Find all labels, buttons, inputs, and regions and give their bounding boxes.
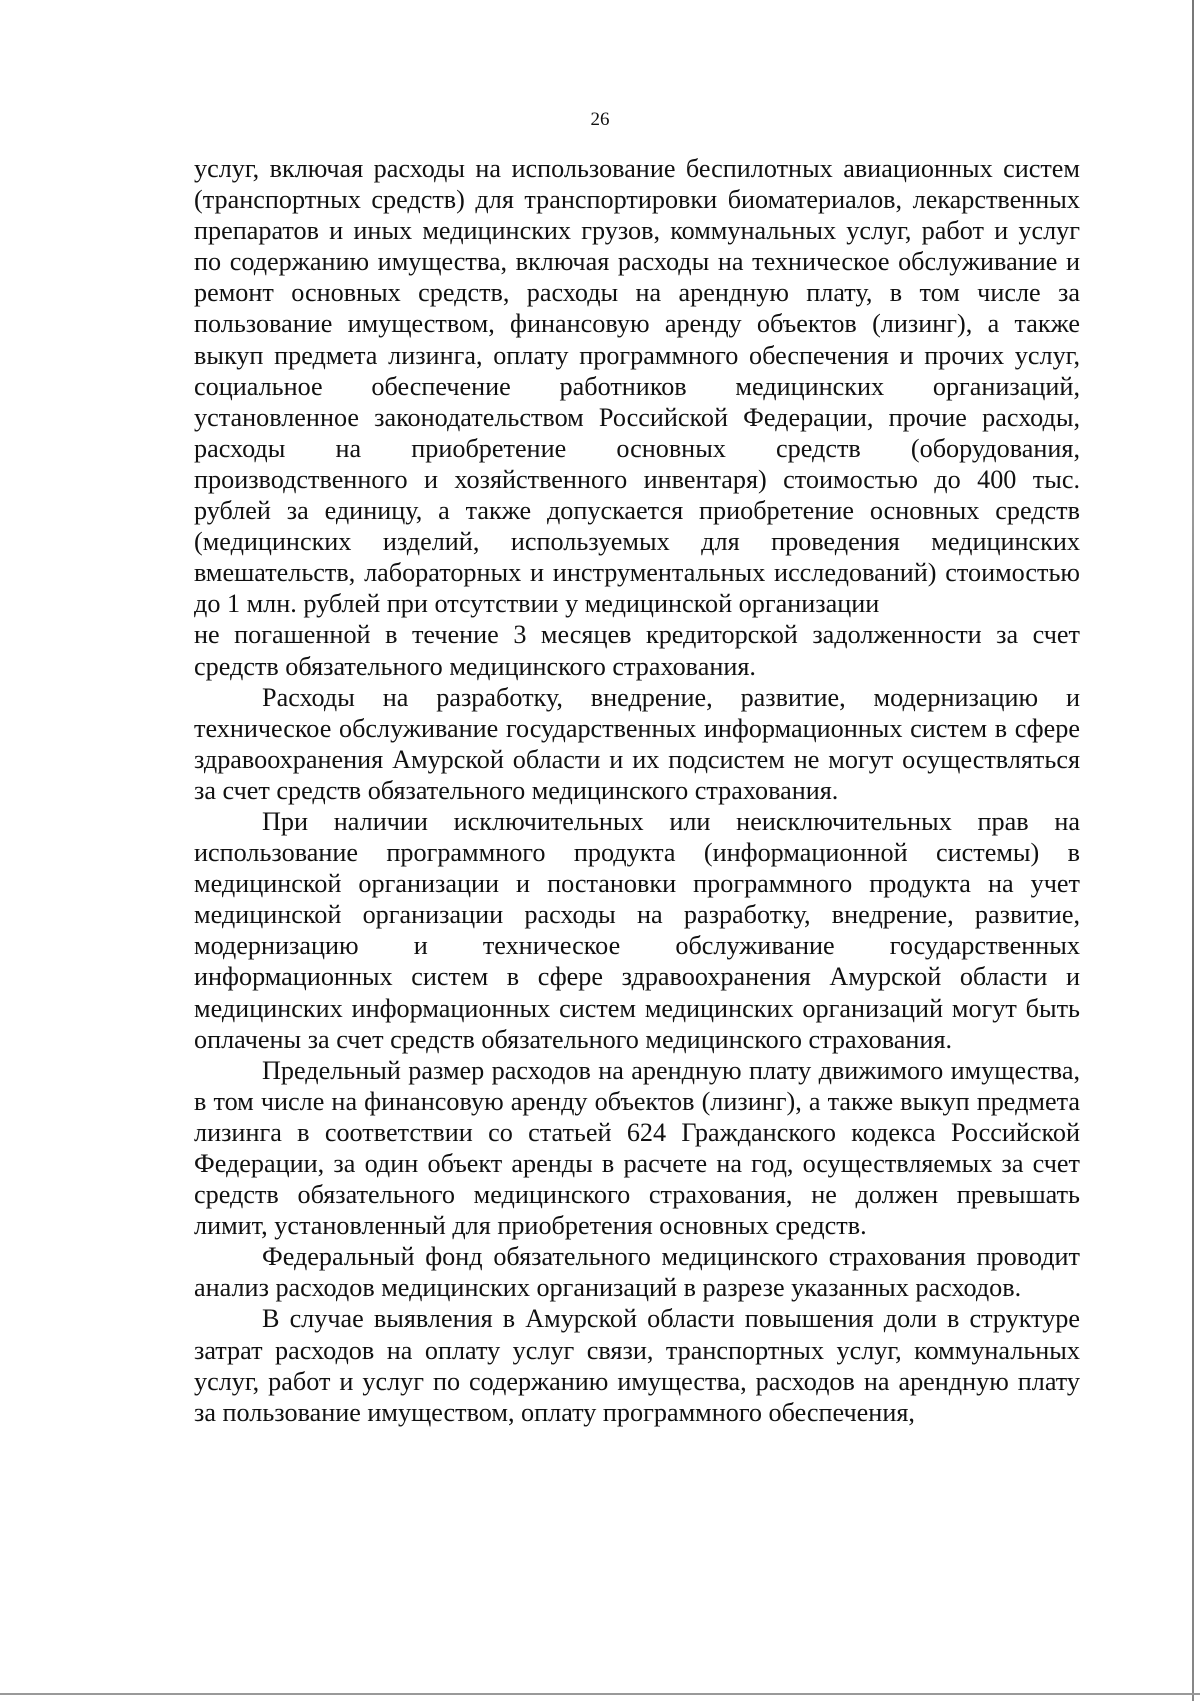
- scan-edge-bottom: [0, 1693, 1200, 1695]
- document-body: [194, 153, 1080, 1428]
- page-number: 26: [590, 109, 610, 130]
- scan-edge-right: [1192, 0, 1194, 1701]
- paragraph-software-rights: При наличии исключительных или неисключительных прав на использование программного продукта (информационной системы) в медицинской организации и постановки программного продукта на учет медицинской организации расходы на разработку, внедрение, развитие, модернизацию и техническое обслуживание государственных информационных систем в сфере здравоохранения Амурской области и медицинских информационных систем медицинских организаций могут быть оплачены за счет средств обязательного медицинского страхования.: [194, 806, 1080, 1054]
- paragraph-continuation: услуг, включая расходы на использование беспилотных авиационных систем (транспортных средств) для транспортировки биоматериалов, лекарственных препаратов и иных медицинских грузов, коммунальных услуг, работ и услуг по содержанию имущества, включая расходы на техническое обслуживание и ремонт основных средств, расходы на арендную плату, в том числе за пользование имуществом, финансовую аренду объектов (лизинг), а также выкуп предмета лизинга, оплату программного обеспечения и прочих услуг, социальное обеспечение работников медицинских организаций, установленное законодательством Российской Федерации, прочие расходы, расходы на приобретение основных средств (оборудования, производственного и хозяйственного инвентаря) стоимостью до 400 тыс. рублей за единицу, а также допускается приобретение основных средств (медицинских изделий, используемых для проведения медицинских вмешательств, лабораторных и инструментальных исследований) стоимостью до 1 млн. рублей при отсутствии у медицинской организации: [194, 154, 1080, 619]
- paragraph-continuation-2: не погашенной в течение 3 месяцев кредиторской задолженности за счет средств обязательного медицинского страхования.: [194, 620, 1080, 681]
- paragraph-lease-limit: Предельный размер расходов на арендную плату движимого имущества, в том числе на финансовую аренду объектов (лизинг), а также выкуп предмета лизинга в соответствии со статьей 624 Гражданского кодекса Российской Федерации, за один объект аренды в расчете на год, осуществляемых за счет средств обязательного медицинского страхования, не должен превышать лимит, установленный для приобретения основных средств.: [194, 1055, 1080, 1241]
- paragraph-cost-increase: В случае выявления в Амурской области повышения доли в структуре затрат расходов на оплату услуг связи, транспортных услуг, коммунальных услуг, работ и услуг по содержанию имущества, расходов на арендную плату за пользование имуществом, оплату программного обеспечения,: [194, 1304, 1080, 1427]
- paragraph-ffoms-analysis: Федеральный фонд обязательного медицинского страхования проводит анализ расходов медицинских организаций в разрезе указанных расходов.: [194, 1242, 1080, 1303]
- paragraph-gis-expenses: Расходы на разработку, внедрение, развитие, модернизацию и техническое обслуживание государственных информационных систем в сфере здравоохранения Амурской области и их подсистем не могут осуществляться за счет средств обязательного медицинского страхования.: [194, 682, 1080, 805]
